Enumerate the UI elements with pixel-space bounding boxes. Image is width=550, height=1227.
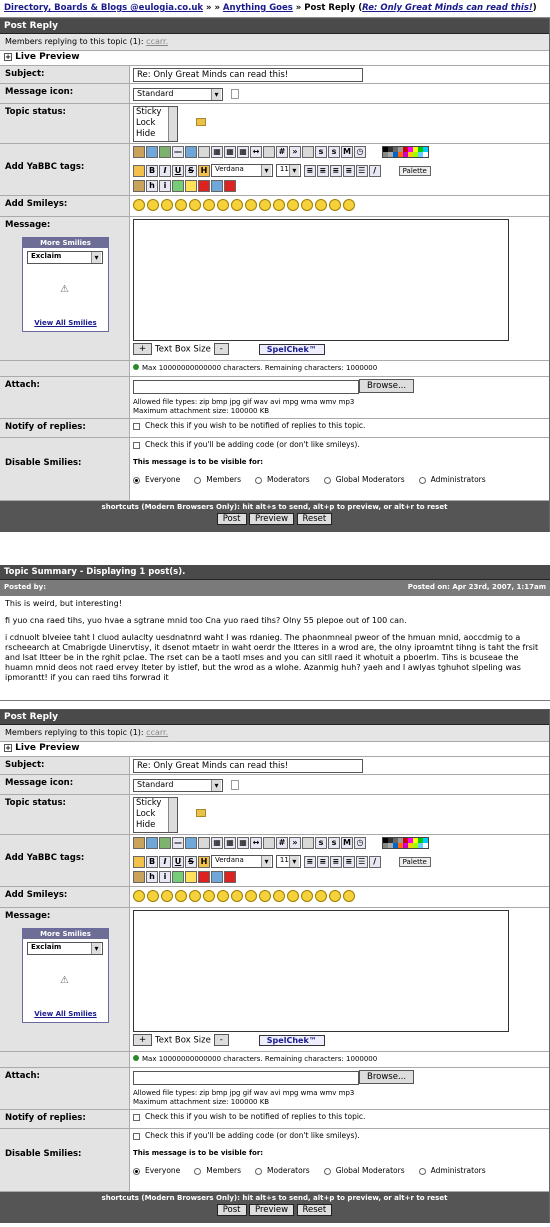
inv-icon[interactable]: i — [159, 180, 171, 192]
crumb-board[interactable]: Directory, Boards & Blogs @eulogia.co.uk — [4, 3, 204, 13]
icon-label: Message icon: — [0, 775, 130, 794]
tt-icon[interactable] — [263, 837, 275, 849]
status-label: Topic status: — [0, 104, 130, 143]
member-link[interactable]: ccarr. — [146, 37, 169, 46]
wink-icon[interactable] — [147, 199, 159, 211]
members-replying: Members replying to this topic (1): ccarr. — [0, 725, 549, 742]
radio-administrators[interactable] — [419, 477, 426, 484]
justify-icon[interactable]: ≡ — [343, 856, 355, 868]
attach-label: Attach: — [0, 1068, 130, 1109]
notify-label: Notify of replies: — [0, 419, 130, 437]
expand-icon: + — [5, 52, 11, 61]
td-icon[interactable]: ▦ — [237, 146, 249, 158]
blue-icon[interactable] — [211, 871, 223, 883]
halfhint-icon[interactable]: h — [146, 180, 158, 192]
flash-icon[interactable] — [133, 165, 145, 177]
edit-icon[interactable] — [302, 837, 314, 849]
post-button[interactable]: Post — [217, 513, 247, 525]
radio-moderators[interactable] — [255, 1168, 262, 1175]
status-listbox[interactable]: Sticky Lock Hide — [133, 797, 178, 833]
tongue-icon[interactable] — [273, 199, 285, 211]
embarrassed-icon[interactable] — [287, 890, 299, 902]
radio-everyone[interactable] — [133, 1168, 140, 1175]
cool-icon[interactable] — [231, 890, 243, 902]
ftp-icon[interactable] — [198, 146, 210, 158]
cheesy-icon[interactable] — [161, 199, 173, 211]
visibility-options: Everyone Members Moderators Global Moderators Administrators — [133, 475, 546, 484]
disable-smilies-checkbox[interactable] — [133, 1133, 140, 1140]
move-icon[interactable] — [185, 837, 197, 849]
icon-select[interactable]: Standard ▾ — [133, 779, 223, 792]
disable-label: Disable Smilies: — [0, 438, 130, 500]
clock-icon[interactable]: ◷ — [354, 146, 366, 158]
tr-icon[interactable]: ▦ — [224, 146, 236, 158]
red-icon[interactable] — [198, 871, 210, 883]
pdf-icon[interactable] — [224, 180, 236, 192]
visible-for: This message is to be visible for: — [133, 1149, 264, 1157]
scrollbar[interactable] — [168, 798, 177, 832]
more-smilies-box: More Smilies Exclaim ▾ ⚠ View All Smilies — [22, 928, 109, 1023]
image-icon[interactable] — [159, 146, 171, 158]
underline-icon[interactable]: U — [172, 165, 184, 177]
radio-members[interactable] — [194, 1168, 201, 1175]
browse-button[interactable]: Browse... — [359, 379, 414, 393]
italic-icon[interactable]: I — [159, 165, 171, 177]
red-icon[interactable] — [198, 180, 210, 192]
summary-title: Topic Summary - Displaying 1 post(s). — [0, 565, 550, 580]
folder-icon — [196, 809, 206, 817]
radio-global-moderators[interactable] — [324, 477, 331, 484]
sad-icon[interactable] — [203, 199, 215, 211]
disable-smilies-checkbox[interactable] — [133, 442, 140, 449]
radio-members[interactable] — [194, 477, 201, 484]
clock-icon[interactable]: ◷ — [354, 837, 366, 849]
strike-icon[interactable]: S — [185, 856, 197, 868]
live-preview-toggle[interactable]: + Live Preview — [0, 742, 549, 757]
radio-everyone[interactable] — [133, 477, 140, 484]
image-icon[interactable] — [159, 837, 171, 849]
hr-icon[interactable]: — — [174, 838, 182, 847]
visibility-options: Everyone Members Moderators Global Moderators Administrators — [133, 1166, 546, 1175]
font-select[interactable]: Verdana ▾ — [211, 855, 273, 868]
max-size: Maximum attachment size: 100000 KB — [133, 1097, 270, 1106]
wink-icon[interactable] — [147, 890, 159, 902]
breadcrumb: Directory, Boards & Blogs @eulogia.co.uk » » Anything Goes » Post Reply (Re: Only Great Minds can read this!) — [0, 0, 550, 18]
rolleyes-icon[interactable] — [259, 890, 271, 902]
status-dot-icon — [133, 364, 139, 370]
smileys-label: Add Smileys: — [0, 196, 130, 216]
textbox-grow-button[interactable]: + — [133, 343, 152, 355]
marquee-icon[interactable]: M — [341, 146, 353, 158]
disable-label: Disable Smilies: — [0, 1129, 130, 1191]
message-label: Message: More Smilies Exclaim ▾ ⚠ View All Smilies — [0, 217, 130, 360]
shocked-icon[interactable] — [217, 199, 229, 211]
yabbc-toolbar — [130, 144, 549, 195]
shocked-icon[interactable] — [217, 890, 229, 902]
bold-icon[interactable]: B — [146, 856, 158, 868]
textbox-size-label: Text Box Size — [155, 344, 211, 355]
sup-icon[interactable]: s — [315, 146, 327, 158]
spelchek-button[interactable]: SpelChek™ — [259, 1035, 325, 1046]
spelchek-button[interactable]: SpelChek™ — [259, 344, 325, 355]
undecided-icon[interactable] — [315, 199, 327, 211]
table-icon[interactable]: ▦ — [211, 837, 223, 849]
visible-for: This message is to be visible for: — [133, 458, 264, 466]
sub-icon[interactable]: s — [328, 146, 340, 158]
attach-input[interactable] — [133, 380, 359, 394]
sad-icon[interactable] — [203, 890, 215, 902]
message-textarea[interactable] — [133, 219, 509, 341]
palette-button[interactable]: Palette — [399, 857, 431, 867]
shortcuts-bar: shortcuts (Modern Browsers Only): hit alt+s to send, alt+p to preview, or alt+r to reset Post Preview Reset — [0, 501, 549, 531]
rolleyes-icon[interactable] — [259, 199, 271, 211]
post-reply-form-2: Post Reply Members replying to this topic (1): ccarr. + Live Preview Subject: Re: Only Great Minds can read this! Message icon: Standard ▾ Topic status: Sticky Lock Hide Add YaBBC tags: — ▦ ▦ ▦ ↔ # » s s M ◷ B I U S H Verdana ▾ 11 ▾ ≡ ≡ ≡ ≡ ☰ / Palette h i Add Smileys: Message: More Smilies Exclaim ▾ ⚠ View All Smilies + Text Box Size - SpelChek™ Max 10000000000000 characters. Remaining characters: 1000000 Attach: Browse... Allowed file types: zip bmp jpg gif wav avi mpg wma wmv mp3 Maximum attachment size: 100000 KB Notify of replies: Check this if you wish to be notified of replies to this topic. Disable Smilies: Check this if you'll be adding code (or don't like smileys). This message is to be visible for: Everyone Members Moderators Global Moderators Administrators shortcuts (Modern Browsers Only): hit alt+s to send, alt+p to preview, or alt+r to reset Post Preview Reset — [0, 709, 550, 1223]
angry-icon[interactable] — [189, 890, 201, 902]
strike-icon[interactable]: S — [185, 165, 197, 177]
cool-icon[interactable] — [231, 199, 243, 211]
kiss-icon[interactable] — [329, 199, 341, 211]
max-size: Maximum attachment size: 100000 KB — [133, 406, 270, 415]
expand-icon: + — [5, 743, 11, 752]
subject-input[interactable] — [133, 759, 363, 773]
sub-icon[interactable]: s — [328, 837, 340, 849]
color-palette[interactable] — [382, 146, 429, 158]
smile-icon[interactable] — [133, 199, 145, 211]
crumb-sep: » » — [203, 3, 223, 13]
tr-icon[interactable]: ▦ — [224, 837, 236, 849]
smileys-bar — [130, 887, 549, 907]
view-all-smilies-link[interactable]: View All Smilies — [34, 319, 97, 327]
lipsrsealed-icon[interactable] — [301, 890, 313, 902]
status-label: Topic status: — [0, 795, 130, 834]
blue-icon[interactable] — [211, 180, 223, 192]
message-label: Message: More Smilies Exclaim ▾ ⚠ View All Smilies — [0, 908, 130, 1051]
subject-input[interactable] — [133, 68, 363, 82]
kiss-icon[interactable] — [329, 890, 341, 902]
reset-button[interactable]: Reset — [297, 1204, 333, 1216]
more-smilies-box: More Smilies Exclaim ▾ ⚠ View All Smilies — [22, 237, 109, 332]
icon-label: Message icon: — [0, 84, 130, 103]
browse-button[interactable]: Browse... — [359, 1070, 414, 1084]
topic-summary — [0, 565, 550, 701]
document-icon — [231, 780, 239, 790]
italic-icon[interactable]: I — [159, 856, 171, 868]
crumb-sep: » — [292, 3, 305, 13]
underline-icon[interactable]: U — [172, 856, 184, 868]
globe-icon[interactable] — [146, 837, 158, 849]
attach-input[interactable] — [133, 1071, 359, 1085]
document-icon — [231, 89, 239, 99]
font-select[interactable]: Verdana ▾ — [211, 164, 273, 177]
flash-icon[interactable] — [133, 856, 145, 868]
pdf-icon[interactable] — [224, 871, 236, 883]
smileys-label: Add Smileys: — [0, 887, 130, 907]
list-icon[interactable]: ☰ — [356, 856, 368, 868]
scrollbar[interactable] — [168, 107, 177, 141]
shortcuts-bar: shortcuts (Modern Browsers Only): hit alt+s to send, alt+p to preview, or alt+r to reset Post Preview Reset — [0, 1192, 549, 1222]
bold-icon[interactable]: B — [146, 165, 158, 177]
warning-icon: ⚠ — [60, 284, 69, 295]
member-link[interactable]: ccarr. — [146, 728, 169, 737]
textbox-shrink-button[interactable]: - — [214, 1034, 229, 1046]
status-listbox[interactable]: Sticky Lock Hide — [133, 106, 178, 142]
cheesy-icon[interactable] — [161, 890, 173, 902]
tongue-icon[interactable] — [273, 890, 285, 902]
max-chars: Max 10000000000000 characters. Remaining characters: 1000000 — [130, 1052, 549, 1067]
notify-checkbox[interactable] — [133, 423, 140, 430]
form-title: Post Reply — [0, 710, 549, 725]
edit-icon[interactable] — [302, 146, 314, 158]
crumb-current: Post Reply ( — [304, 3, 363, 13]
subject-label: Subject: — [0, 757, 130, 774]
radio-administrators[interactable] — [419, 1168, 426, 1175]
smilies-select[interactable]: Exclaim ▾ — [27, 251, 103, 264]
anchor-icon[interactable] — [133, 837, 145, 849]
radio-global-moderators[interactable] — [324, 1168, 331, 1175]
email-icon[interactable] — [133, 871, 145, 883]
form-title: Post Reply — [0, 19, 549, 34]
list-icon[interactable]: ☰ — [356, 165, 368, 177]
yellow-icon[interactable] — [185, 180, 197, 192]
subject-label: Subject: — [0, 66, 130, 83]
yabbc-toolbar — [130, 835, 549, 886]
notify-label: Notify of replies: — [0, 1110, 130, 1128]
lipsrsealed-icon[interactable] — [301, 199, 313, 211]
post-reply-form: Post Reply Members replying to this topic (1): ccarr. + Live Preview Subject: Re: Only Great Minds can read this! Message icon: Standard ▾ Topic status: Sticky Lock Hide Add YaBBC tags: — ▦ ▦ ▦ ↔ # » s s M ◷ B I U S H Verdana ▾ 11 ▾ ≡ ≡ ≡ ≡ ☰ / Palette h i Add Smileys: Message: More Smilies Exclaim ▾ ⚠ View All Smilies + Text Box Size - SpelChek™ Max 10000000000000 characters. Remaining characters: 1000000 Attach: Browse... Allowed file types: zip bmp jpg gif wav avi mpg wma wmv mp3 Maximum attachment size: 100000 KB Notify of replies: Check this if you wish to be notified of replies to this topic. Disable Smilies: Check this if you'll be adding code (or don't like smileys). This message is to be visible for: Everyone Members Moderators Global Moderators Administrators shortcuts (Modern Browsers Only): hit alt+s to send, alt+p to preview, or alt+r to reset Post Preview Reset — [0, 18, 550, 532]
grin-icon[interactable] — [175, 199, 187, 211]
quote-icon[interactable]: » — [289, 837, 301, 849]
post-date: Posted on: Apr 23rd, 2007, 1:17am — [407, 583, 546, 591]
textbox-size-label: Text Box Size — [155, 1035, 211, 1046]
icon-select[interactable]: Standard ▾ — [133, 88, 223, 101]
yabbc-label: Add YaBBC tags: — [0, 144, 130, 195]
live-preview-toggle[interactable]: + Live Preview — [0, 51, 549, 66]
hr-icon[interactable]: — — [174, 147, 182, 156]
sup-icon[interactable]: s — [315, 837, 327, 849]
notify-checkbox[interactable] — [133, 1114, 140, 1121]
align-right-icon[interactable]: ≡ — [330, 856, 342, 868]
td-icon[interactable]: ▦ — [237, 837, 249, 849]
me-icon[interactable]: / — [369, 856, 381, 868]
radio-moderators[interactable] — [255, 477, 262, 484]
halfhint-icon[interactable]: h — [146, 871, 158, 883]
hash-icon[interactable]: # — [276, 837, 288, 849]
yabbc-label: Add YaBBC tags: — [0, 835, 130, 886]
allowed-types: Allowed file types: zip bmp jpg gif wav avi mpg wma wmv mp3 — [133, 1088, 355, 1097]
allowed-types: Allowed file types: zip bmp jpg gif wav avi mpg wma wmv mp3 — [133, 397, 355, 406]
marquee-icon[interactable]: M — [341, 837, 353, 849]
anchor-icon[interactable] — [133, 146, 145, 158]
cry-icon[interactable] — [343, 199, 355, 211]
angry-icon[interactable] — [189, 199, 201, 211]
size-select[interactable]: 11 ▾ — [276, 164, 301, 177]
post-body: This is weird, but interesting! fi yuo cna raed tihs, yuo hvae a sgtrane mnid too Cna yuo raed tihs? Olny 55 plepoe out of 100 can. i cdnuolt blveiee taht I cluod aulaclty uesdnatnrd waht I was rdanieg. The phaonmneal pweor of the hmuan mnid, aoccdmig to a rscheearch at Cmabrigde Uinervtisy, it dsenot mtaetr in waht oerdr the ltteres in a wrod are, the olny iproamtnt tihng is taht the frsit and lsat ltteer be in the rghit pclae. The rset can be a taotl mses and you can sitll raed it whotuit a pboerlm. Tihs is bcuseae the huamn mnid deos not raed ervey lteter by istlef, but the wrod as a wlohe. Azanmig huh? yaeh and I awlyas tghuhot slpeling was ipmorantt! if you can raed tihs forwrad it — [0, 596, 550, 701]
highlight-icon[interactable]: H — [198, 165, 210, 177]
smileys-bar — [130, 196, 549, 216]
arrows-icon[interactable]: ↔ — [250, 146, 262, 158]
undecided-icon[interactable] — [315, 890, 327, 902]
highlight-icon[interactable]: H — [198, 856, 210, 868]
reset-button[interactable]: Reset — [297, 513, 333, 525]
align-right-icon[interactable]: ≡ — [330, 165, 342, 177]
smile-icon[interactable] — [133, 890, 145, 902]
hash-icon[interactable]: # — [276, 146, 288, 158]
align-left-icon[interactable]: ≡ — [304, 165, 316, 177]
members-replying: Members replying to this topic (1): ccarr. — [0, 34, 549, 51]
post-header: Posted by: Posted on: Apr 23rd, 2007, 1:17am — [0, 580, 550, 596]
globe-icon[interactable] — [146, 146, 158, 158]
align-left-icon[interactable]: ≡ — [304, 856, 316, 868]
green-icon[interactable] — [172, 871, 184, 883]
crumb-topic[interactable]: Re: Only Great Minds can read this! — [362, 3, 533, 13]
me-icon[interactable]: / — [369, 165, 381, 177]
textbox-grow-button[interactable]: + — [133, 1034, 152, 1046]
folder-icon — [196, 118, 206, 126]
message-textarea[interactable] — [133, 910, 509, 1032]
attach-label: Attach: — [0, 377, 130, 418]
crumb-section[interactable]: Anything Goes — [222, 3, 293, 13]
palette-button[interactable]: Palette — [399, 166, 431, 176]
post-button[interactable]: Post — [217, 1204, 247, 1216]
huh-icon[interactable] — [245, 199, 257, 211]
grin-icon[interactable] — [175, 890, 187, 902]
ftp-icon[interactable] — [198, 837, 210, 849]
embarrassed-icon[interactable] — [287, 199, 299, 211]
move-icon[interactable] — [185, 146, 197, 158]
view-all-smilies-link[interactable]: View All Smilies — [34, 1010, 97, 1018]
green-icon[interactable] — [172, 180, 184, 192]
textbox-shrink-button[interactable]: - — [214, 343, 229, 355]
email-icon[interactable] — [133, 180, 145, 192]
align-center-icon[interactable]: ≡ — [317, 165, 329, 177]
table-icon[interactable]: ▦ — [211, 146, 223, 158]
warning-icon: ⚠ — [60, 975, 69, 986]
tt-icon[interactable] — [263, 146, 275, 158]
cry-icon[interactable] — [343, 890, 355, 902]
color-palette[interactable] — [382, 837, 429, 849]
smilies-select[interactable]: Exclaim ▾ — [27, 942, 103, 955]
preview-button[interactable]: Preview — [249, 513, 294, 525]
huh-icon[interactable] — [245, 890, 257, 902]
quote-icon[interactable]: » — [289, 146, 301, 158]
preview-button[interactable]: Preview — [249, 1204, 294, 1216]
inv-icon[interactable]: i — [159, 871, 171, 883]
size-select[interactable]: 11 ▾ — [276, 855, 301, 868]
yellow-icon[interactable] — [185, 871, 197, 883]
status-dot-icon — [133, 1055, 139, 1061]
align-center-icon[interactable]: ≡ — [317, 856, 329, 868]
max-chars: Max 10000000000000 characters. Remaining characters: 1000000 — [130, 361, 549, 376]
arrows-icon[interactable]: ↔ — [250, 837, 262, 849]
justify-icon[interactable]: ≡ — [343, 165, 355, 177]
